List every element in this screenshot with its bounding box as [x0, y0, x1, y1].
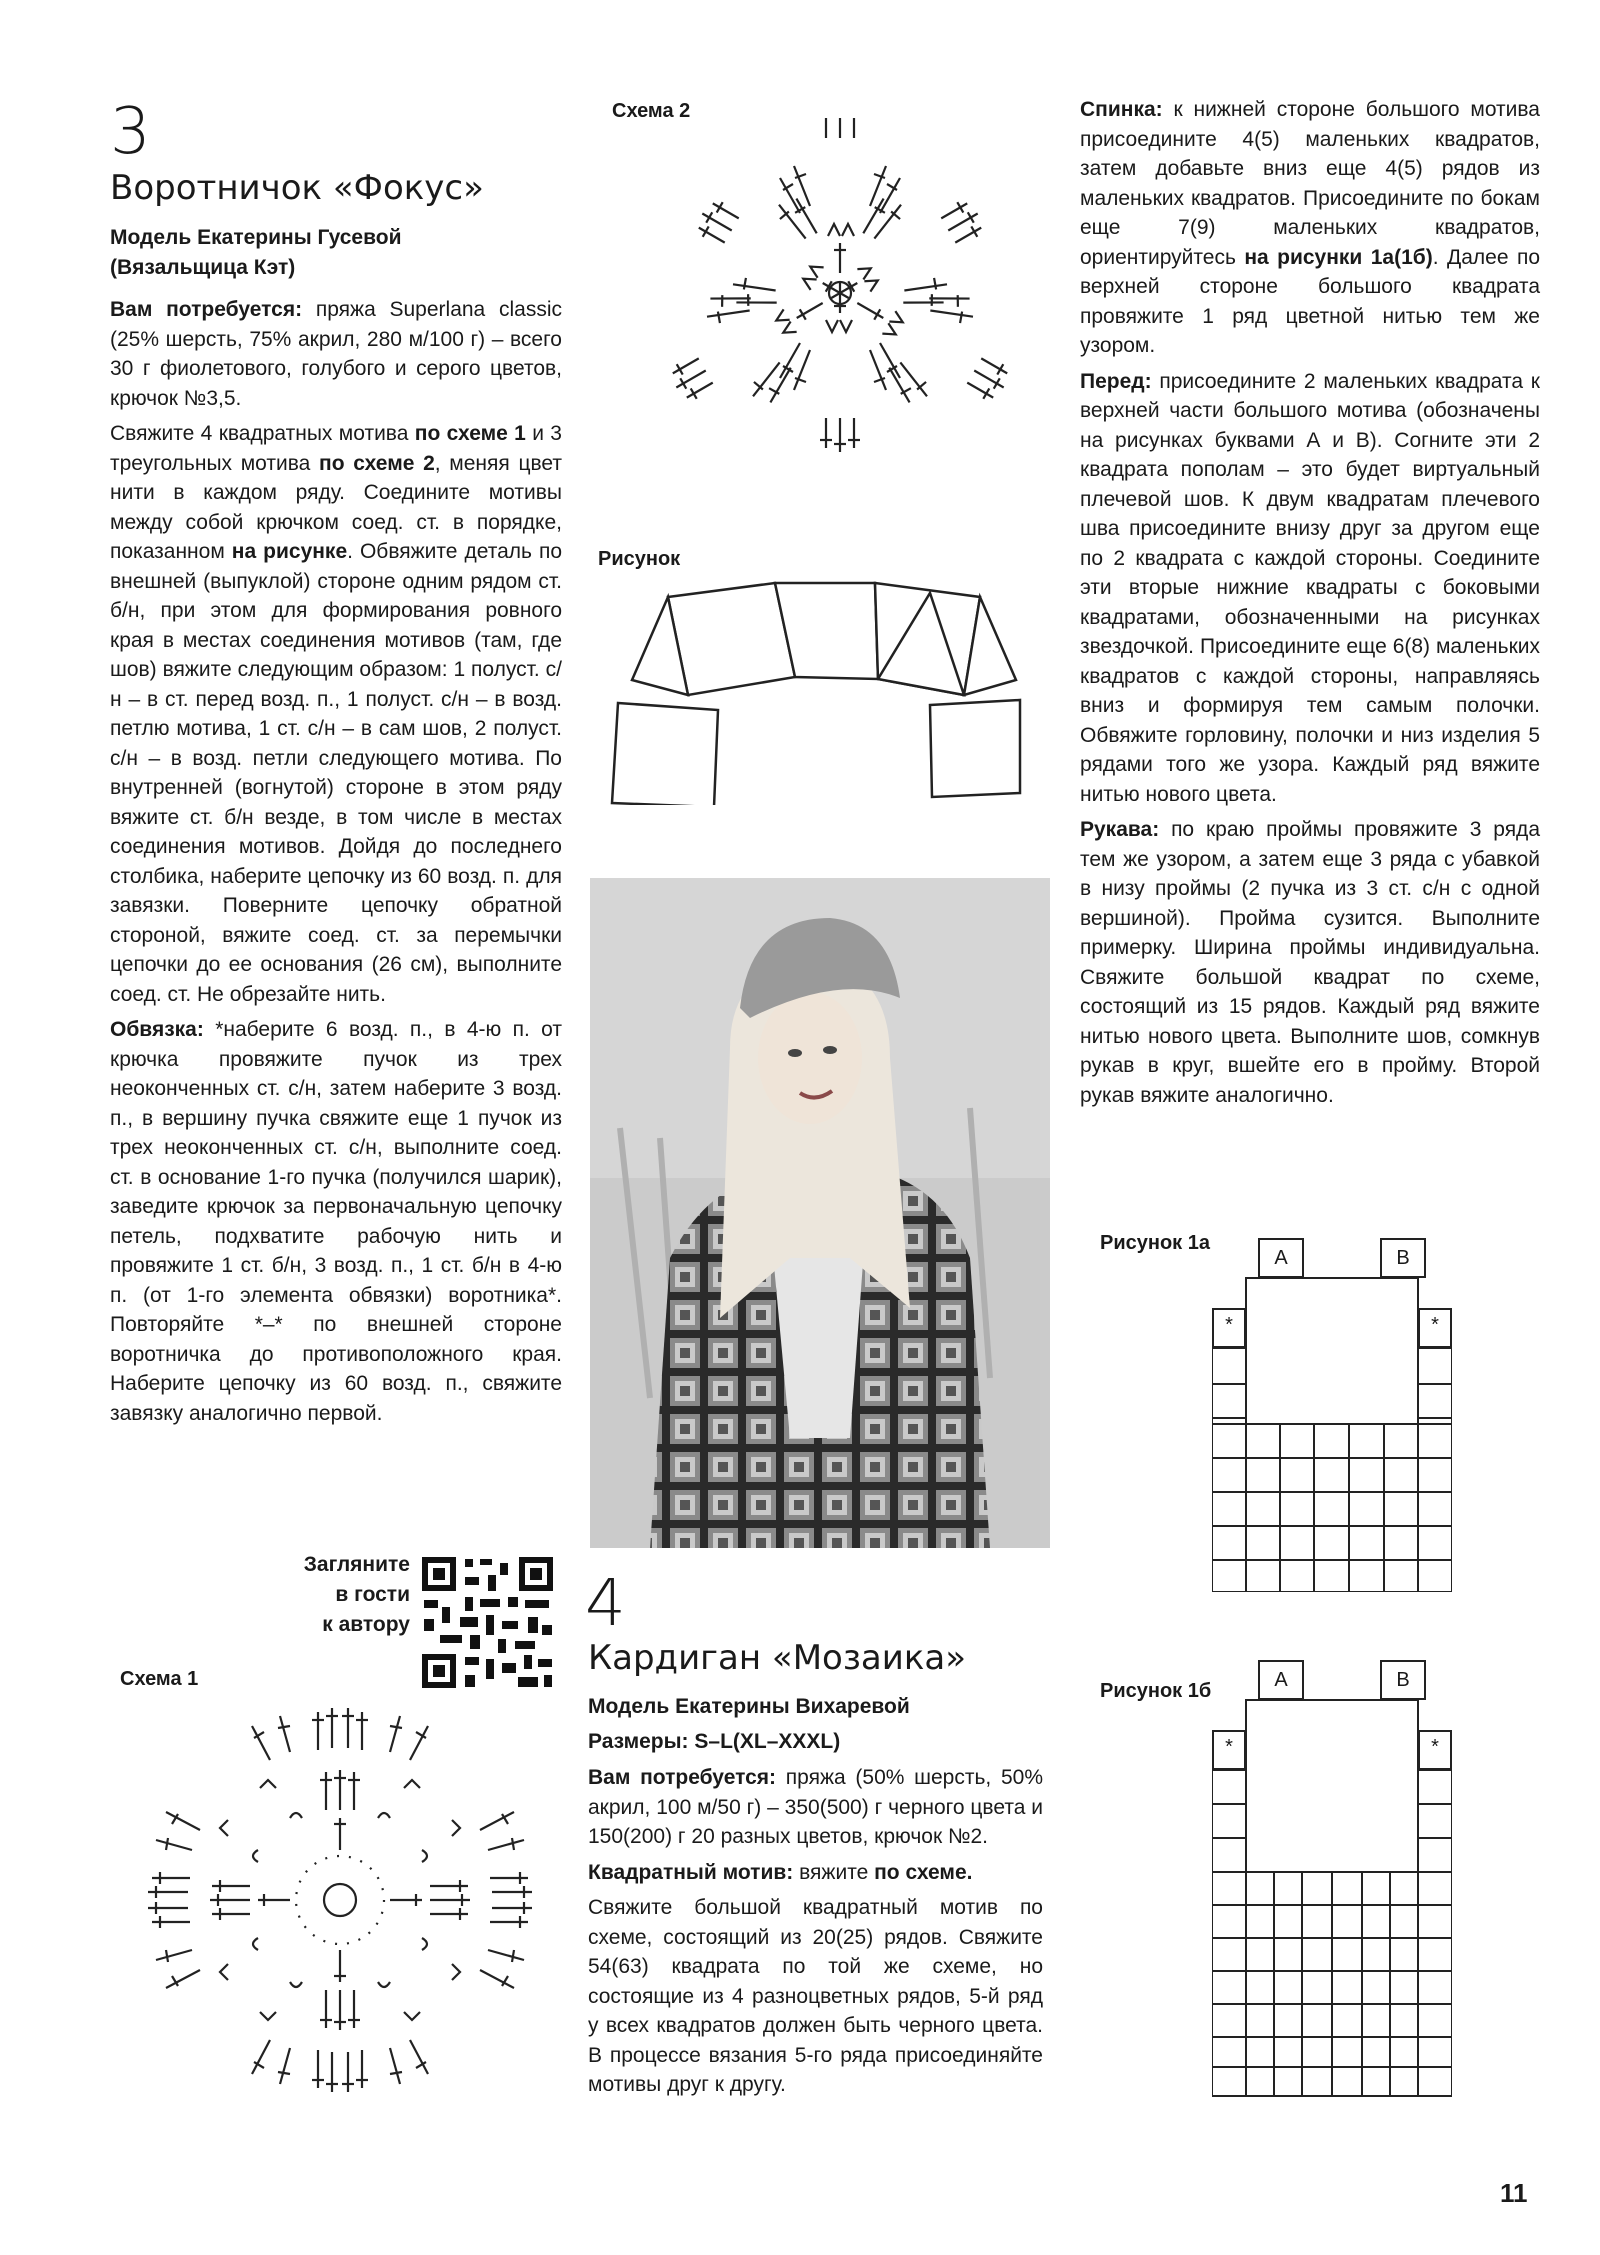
- woman-in-cardigan-image: [590, 878, 1050, 1548]
- figure-1a-star-right: *: [1418, 1308, 1452, 1348]
- figure-1a-label: Рисунок 1а: [1100, 1232, 1210, 1254]
- trim-paragraph: Обвязка: *наберите 6 возд. п., в 4-ю п. от крючка провяжите пучок из трех неоконченных ст. с/н, затем наберите 3 возд. п., в вершину пучка свяжите еще 1 пучок из трех неоконченных ст. с/н, выполните соед. ст. в основание 1-го пучка (получился шарик), заведите крючок за первоначальную цепочку петель, подхватите рабочую нить и провяжите 1 ст. б/н, 3 возд. п., 1 ст. б/н в 4-ю п. (от 1-го элемента обвязки) воротника*. Повторяйте *–* по внешней стороне воротничка до противоположного края. Наберите цепочку из 60 возд. п., свяжите завязку аналогично первой.: [110, 1018, 562, 1425]
- figure-1a-square-a: A: [1258, 1238, 1304, 1278]
- section-3-body: [110, 295, 562, 1434]
- figure-1a-star-left: *: [1212, 1308, 1246, 1348]
- scheme-2-diagram: [630, 118, 1050, 538]
- figure-1b-star-left: *: [1212, 1730, 1246, 1770]
- section-4-instructions: Свяжите большой квадратный мотив по схеме, состоящий из 20(25) рядов. Свяжите 54(63) квадрата по той же схеме, но состоящие из 4 разноцветных рядов, 5-й ряд у всех квадратов должен быть черного цвета. В процессе вязания 5-го ряда присоединяйте мотивы друг к другу.: [588, 1896, 1043, 2096]
- figure-label: Рисунок: [598, 548, 681, 570]
- figure-1b-star-right: *: [1418, 1730, 1452, 1770]
- section-4-title: Кардиган «Мозаика»: [588, 1638, 967, 1678]
- figure-1b-layout: [1212, 1698, 1452, 2098]
- figure-1a-square-b: B: [1380, 1238, 1426, 1278]
- qr-caption: Загляните в гости к автору: [303, 1553, 410, 1636]
- figure-1b-grid: [1212, 1660, 1452, 2100]
- model-photo: [590, 878, 1050, 1548]
- figure-1b-square-a: A: [1258, 1660, 1304, 1700]
- section-4-author: Модель Екатерины Вихаревой: [588, 1695, 910, 1718]
- figure-1b-label: Рисунок 1б: [1100, 1680, 1212, 1702]
- figure-1b-square-b: B: [1380, 1660, 1426, 1700]
- back-paragraph: Спинка: к нижней стороне большого мотива присоедините 4(5) маленьких квадратов, затем добавьте вниз еще 4(5) рядов из маленьких квадратов. Присоедините по бокам еще 7(9) маленьких квадратов, ориентируйтесь на рисунки 1а(1б). Далее по верхней стороне большого квадрата провяжите 1 ряд цветной нитью тем же узором.: [1080, 98, 1540, 357]
- sleeve-paragraph: Рукава: по краю проймы провяжите 3 ряда тем же узором, а затем еще 3 ряда с убавкой в низу проймы (2 пучка из 3 ст. с/н с одной вершиной). Пройма сузится. Выполните примерку. Ширина проймы индивидуальна. Свяжите большой квадрат по схеме, состоящий из 15 рядов. Каждый ряд вяжите нитью нового цвета. Выполните шов, сомкнув рукав в круг, вшейте его в пройму. Второй рукав вяжите аналогично.: [1080, 818, 1540, 1107]
- front-paragraph: Перед: присоедините 2 маленьких квадрата к верхней части большого мотива (обозначены на рисунках буквами А и В). Согните эти 2 квадрата пополам – это будет виртуальный плечевой шов. К двум квадратам плечевого шва присоедините внизу друг за другом еще по 2 квадрата с каждой стороны. Соедините эти вторые нижние квадраты с боковыми квадратами, обозначенными на рисунках звездочкой. Присоедините еще 6(8) маленьких квадратов с каждой стороны, направляясь вниз и формируя тем самым полочки. Обвяжите горловину, полочки и низ изделия 5 рядами того же узора. Каждый ряд вяжите нитью нового цвета.: [1080, 369, 1540, 806]
- scheme-1-label: Схема 1: [120, 1668, 199, 1690]
- figure-1a-layout: [1212, 1276, 1452, 1592]
- section-3-author: Модель Екатерины Гусевой (Вязальщица Кэт): [110, 226, 402, 279]
- page-number: 11: [1500, 2178, 1528, 2208]
- section-4-sizes: Размеры: S–L(XL–XXXL): [588, 1730, 841, 1753]
- scheme-2-label: Схема 2: [612, 100, 691, 122]
- section-4-materials: Вам потребуется: пряжа (50% шерсть, 50% акрил, 100 м/50 г) – 350(500) г черного цвета и 150(200) г 20 разных цветов, крючок №2.: [588, 1766, 1044, 1848]
- section-4-body: [588, 1763, 1043, 2106]
- materials-paragraph: Вам потребуется: пряжа Superlana classic (25% шерсть, 75% акрил, 280 м/100 г) – всего 30 г фиолетового, голубого и серого цветов, крючок №3,5.: [110, 298, 562, 410]
- section-3-title: Воротничок «Фокус»: [110, 168, 484, 208]
- section-3-number: 3: [110, 95, 151, 169]
- section-4-number: 4: [585, 1567, 626, 1641]
- collar-layout-figure: [600, 545, 1050, 805]
- qr-code-icon[interactable]: [420, 1555, 555, 1690]
- section-4-motif: Квадратный мотив: вяжите по схеме.: [588, 1860, 973, 1884]
- figure-1a-grid: [1212, 1238, 1452, 1590]
- instructions-paragraph: Свяжите 4 квадратных мотива по схеме 1 и 3 треугольных мотива по схеме 2, меняя цвет нити в каждом ряду. Соедините мотивы между собой крючком соед. ст. в порядке, показанном на рисунке. Обвяжите деталь по внешней (выпуклой) стороне одним рядом ст. б/н, при этом для формирования ровного края в местах соединения мотивов (там, где шов) вяжите следующим образом: 1 полуст. с/н – в ст. перед возд. п., 1 полуст. с/н – в возд. петлю мотива, 1 ст. с/н – в сам шов, 2 полуст. с/н – в возд. петли следующего мотива. По внутренней (вогнутой) стороне в этом ряду вяжите ст. б/н везде, в том числе в местах соединения мотивов. Дойдя до последнего столбика, наберите цепочку из 60 возд. п. для завязки. Поверните цепочку обратной стороной, вяжите соед. ст. за перемычки цепочки до ее основания (26 см), выполните соед. ст. Не обрезайте нить.: [110, 422, 563, 1006]
- right-column-text: [1080, 95, 1540, 1116]
- scheme-1-diagram: [140, 1700, 540, 2100]
